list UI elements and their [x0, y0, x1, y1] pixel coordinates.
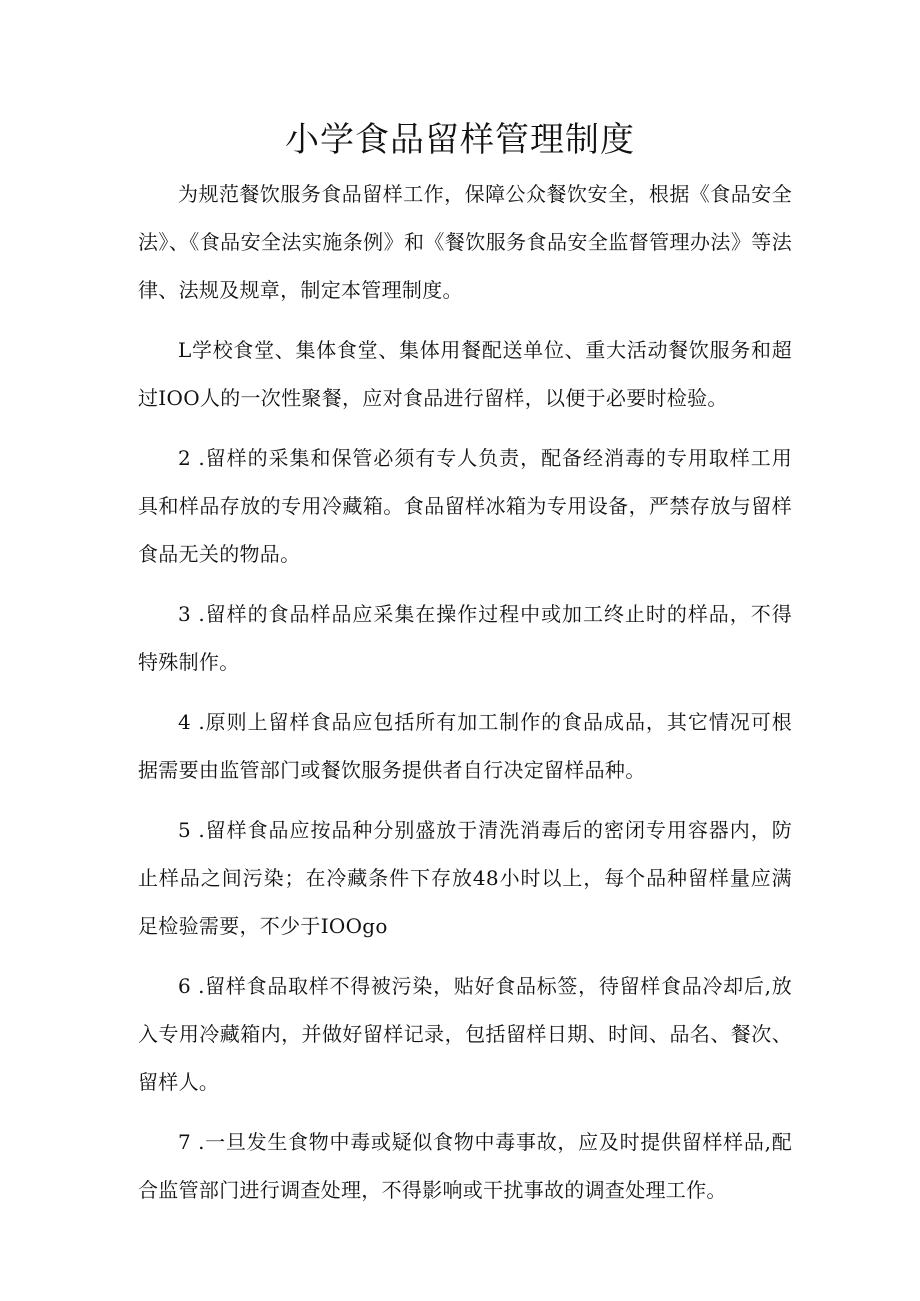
paragraph-item-6: 6 .留样食品取样不得被污染，贴好食品标签，待留样食品冷却后,放入专用冷藏箱内，并做好留样记录，包括留样日期、时间、品名、餐次、留样人。	[138, 974, 792, 1094]
document-body	[138, 170, 792, 1226]
paragraph-item-1: L学校食堂、集体食堂、集体用餐配送单位、重大活动餐饮服务和超过IOO人的一次性聚餐，应对食品进行留样，以便于必要时检验。	[138, 338, 792, 410]
paragraph-item-5: 5 .留样食品应按品种分别盛放于清洗消毒后的密闭专用容器内，防止样品之间污染；在冷藏条件下存放48小时以上，每个品种留样量应满足检验需要，不少于IOOgo	[138, 818, 792, 938]
document-title: 小学食品留样管理制度	[285, 120, 635, 160]
paragraph-item-4: 4 .原则上留样食品应包括所有加工制作的食品成品，其它情况可根据需要由监管部门或餐饮服务提供者自行决定留样品种。	[138, 710, 792, 782]
paragraph-item-3: 3 .留样的食品样品应采集在操作过程中或加工终止时的样品，不得特殊制作。	[138, 602, 792, 674]
paragraph-item-7: 7 .一旦发生食物中毒或疑似食物中毒事故，应及时提供留样样品,配合监管部门进行调查处理，不得影响或干扰事故的调查处理工作。	[138, 1130, 792, 1202]
paragraph-item-2: 2 .留样的采集和保管必须有专人负责，配备经消毒的专用取样工用具和样品存放的专用冷藏箱。食品留样冰箱为专用设备，严禁存放与留样食品无关的物品。	[138, 446, 792, 566]
paragraph-intro: 为规范餐饮服务食品留样工作，保障公众餐饮安全，根据《食品安全法》、《食品安全法实施条例》和《餐饮服务食品安全监督管理办法》等法律、法规及规章，制定本管理制度。	[138, 182, 792, 302]
